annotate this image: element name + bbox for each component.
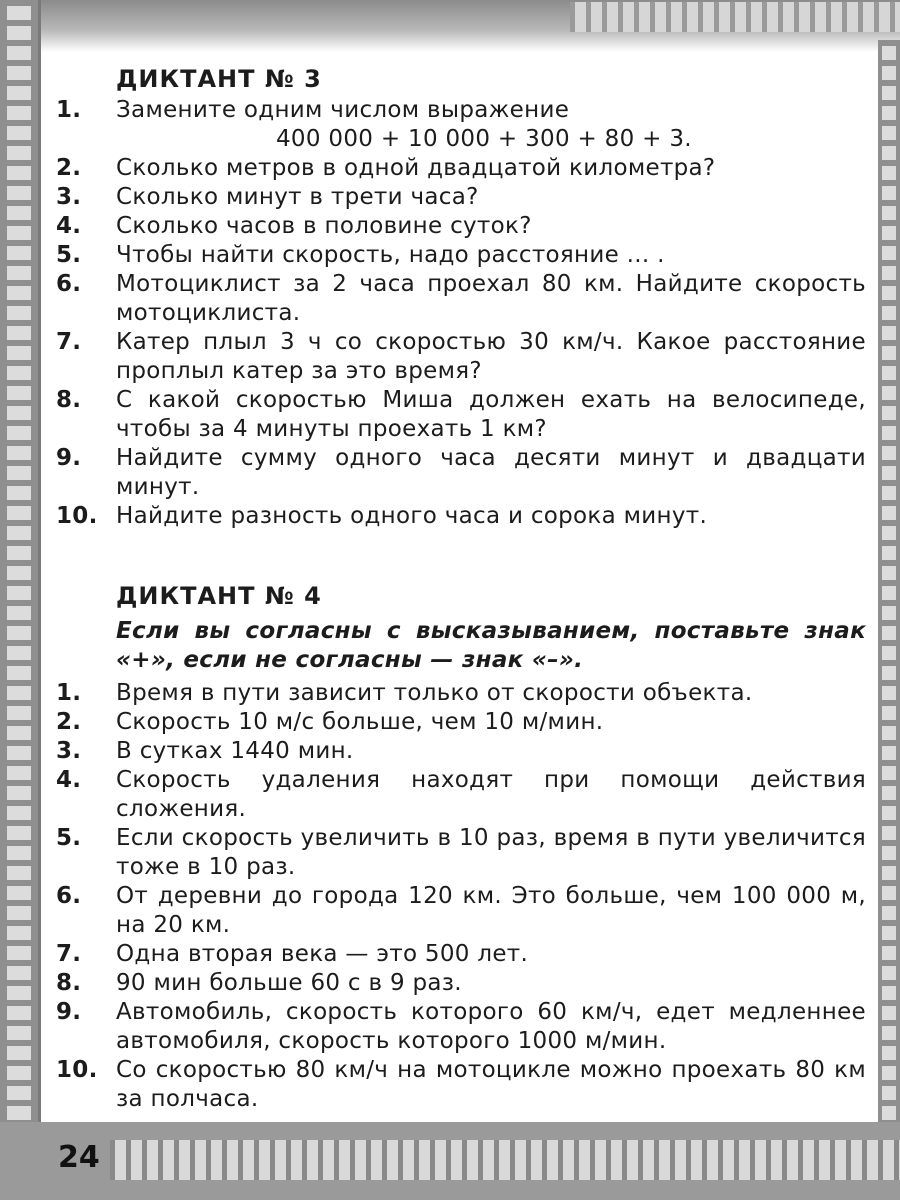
question-item — [56, 766, 866, 824]
dictation-4-list — [56, 679, 866, 1114]
question-number: 2. — [56, 155, 82, 181]
question-number: 1. — [56, 97, 82, 123]
question-text: Сколько метров в одной двадцатой километра? — [116, 155, 716, 181]
page-content — [56, 62, 866, 1114]
question-text: В сутках 1440 мин. — [116, 738, 354, 764]
question-number: 9. — [56, 445, 82, 471]
question-item — [56, 212, 866, 241]
question-text: Сколько часов в половине суток? — [116, 213, 532, 239]
question-number: 10. — [56, 503, 98, 529]
question-text: Сколько минут в трети часа? — [116, 184, 479, 210]
dictation-4-title: ДИКТАНТ № 4 — [116, 582, 322, 610]
question-text: Время в пути зависит только от скорости объекта. — [116, 680, 753, 706]
question-text: С какой скоростью Миша должен ехать на велосипеде, чтобы за 4 минуты проехать 1 км? — [116, 387, 866, 442]
question-number: 7. — [56, 941, 82, 967]
question-number: 9. — [56, 999, 82, 1025]
question-text: Скорость удаления находят при помощи действия сложения. — [116, 767, 866, 822]
question-text: Если скорость увеличить в 10 раз, время в пути увеличится тоже в 10 раз. — [116, 825, 866, 880]
math-expression: 400 000 + 10 000 + 300 + 80 + 3. — [276, 126, 692, 152]
question-item — [56, 502, 866, 531]
question-number: 10. — [56, 1057, 98, 1083]
question-number: 4. — [56, 767, 82, 793]
question-number: 5. — [56, 825, 82, 851]
question-item — [56, 386, 866, 444]
dictation-4-instructions: Если вы согласны с высказыванием, поставьте знак «+», если не согласны — знак «–». — [116, 618, 866, 673]
right-film-strip — [878, 40, 900, 1140]
question-number: 1. — [56, 680, 82, 706]
question-item — [56, 998, 866, 1056]
question-number: 2. — [56, 709, 82, 735]
question-text: Чтобы найти скорость, надо расстояние ... . — [116, 242, 665, 268]
question-text: 90 мин больше 60 с в 9 раз. — [116, 970, 462, 996]
question-number: 8. — [56, 387, 82, 413]
question-item — [56, 882, 866, 940]
question-number: 6. — [56, 271, 82, 297]
question-text: Со скоростью 80 км/ч на мотоцикле можно проехать 80 км за полчаса. — [116, 1057, 866, 1112]
question-item — [56, 824, 866, 882]
question-number: 3. — [56, 184, 82, 210]
question-number: 6. — [56, 883, 82, 909]
left-film-strip — [0, 0, 41, 1200]
question-item — [56, 679, 866, 708]
page-number: 24 — [58, 1140, 100, 1175]
question-text: Скорость 10 м/с больше, чем 10 м/мин. — [116, 709, 604, 735]
question-text: Катер плыл 3 ч со скоростью 30 км/ч. Какое расстояние проплыл катер за это время? — [116, 329, 866, 384]
question-number: 7. — [56, 329, 82, 355]
question-text: Мотоциклист за 2 часа проехал 80 км. Найдите скорость мотоциклиста. — [116, 271, 866, 326]
question-item — [56, 241, 866, 270]
question-text: От деревни до города 120 км. Это больше, чем 100 000 м, на 20 км. — [116, 883, 866, 938]
question-item — [56, 969, 866, 998]
question-text: Одна вторая века — это 500 лет. — [116, 941, 529, 967]
question-item — [56, 183, 866, 212]
question-item — [56, 708, 866, 737]
question-text: Найдите сумму одного часа десяти минут и двадцати минут. — [116, 445, 866, 500]
question-text: Автомобиль, скорость которого 60 км/ч, едет медленнее автомобиля, скорость которого 1000 м/мин. — [116, 999, 866, 1054]
question-item — [56, 1056, 866, 1114]
question-text: Найдите разность одного часа и сорока минут. — [116, 503, 708, 529]
question-item — [56, 270, 866, 328]
question-item — [56, 328, 866, 386]
bottom-film-strip — [110, 1140, 900, 1180]
question-number: 5. — [56, 242, 82, 268]
top-film-strip — [570, 2, 900, 32]
dictation-3-list — [56, 96, 866, 531]
question-text: Замените одним числом выражение — [116, 97, 570, 123]
question-number: 8. — [56, 970, 82, 996]
question-item — [56, 96, 866, 154]
question-number: 4. — [56, 213, 82, 239]
dictation-3-title: ДИКТАНТ № 3 — [116, 65, 322, 93]
question-item — [56, 154, 866, 183]
question-item — [56, 940, 866, 969]
question-item — [56, 737, 866, 766]
question-number: 3. — [56, 738, 82, 764]
question-item — [56, 444, 866, 502]
